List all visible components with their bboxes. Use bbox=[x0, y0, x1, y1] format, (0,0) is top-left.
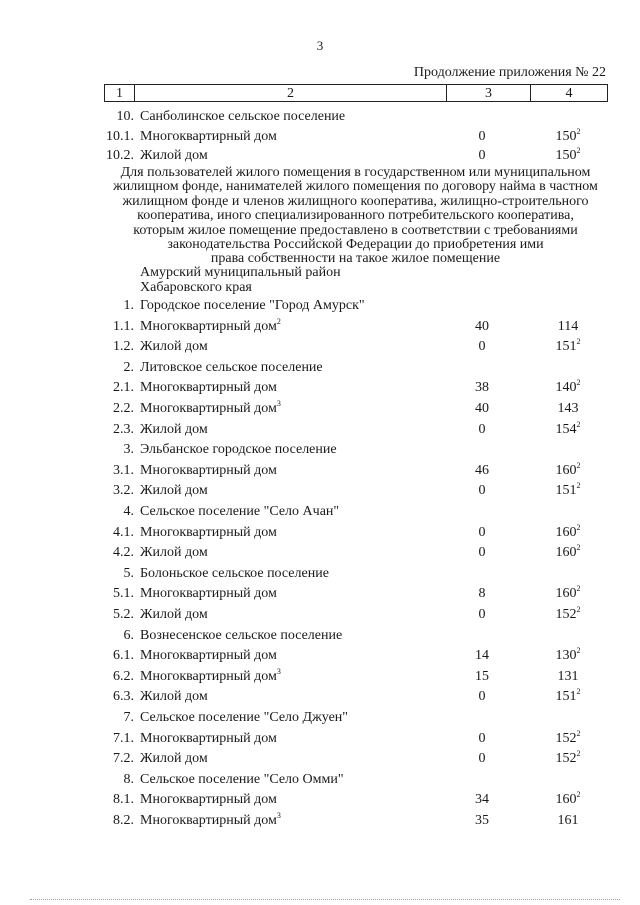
row-name: Жилой дом bbox=[140, 607, 208, 622]
row-value-col4: $151^2$ bbox=[555, 481, 581, 499]
row-value-col3: 0 bbox=[478, 607, 486, 622]
settlement-heading-row bbox=[0, 359, 640, 377]
row-name: Жилой дом bbox=[140, 483, 208, 499]
footnote-mark: 3 bbox=[276, 399, 281, 408]
row-value-col3: 8 bbox=[478, 586, 486, 602]
table-row bbox=[0, 585, 640, 603]
footnote-mark: 2 bbox=[576, 378, 581, 388]
row-number: 2.2. bbox=[113, 401, 134, 416]
row-value-col4: 161 bbox=[557, 813, 579, 828]
row-name: Вознесенское сельское поселение bbox=[140, 627, 343, 643]
footnote-mark: 2 bbox=[576, 126, 581, 136]
row-number: 3. bbox=[123, 442, 134, 458]
row-value-col4: $140^2$ bbox=[555, 378, 581, 396]
row-name: Литовское сельское поселение bbox=[140, 359, 323, 375]
row-number: 3.1. bbox=[113, 462, 134, 478]
paragraph-line: Для пользователей жилого помещения в государственном или муниципальном bbox=[120, 165, 591, 180]
row-name: Санболинское сельское поселение bbox=[140, 109, 346, 124]
row-number: 4.2. bbox=[113, 545, 134, 561]
row-name: Многоквартирный дом bbox=[140, 524, 277, 540]
row-value-col4: 114 bbox=[557, 318, 579, 334]
row-number: 3.2. bbox=[113, 483, 134, 499]
table-row bbox=[0, 400, 640, 418]
row-number: 7.1. bbox=[113, 730, 134, 746]
row-number: 8.1. bbox=[113, 792, 134, 808]
row-value-col4: $160^2$ bbox=[555, 543, 581, 561]
footnote-mark: 2 bbox=[576, 146, 581, 155]
row-name: Городское поселение "Город Амурск" bbox=[140, 298, 365, 313]
row-number: 4. bbox=[123, 504, 134, 519]
row-value-col4: $151^2$ bbox=[555, 687, 581, 705]
footnote-mark: 2 bbox=[576, 749, 581, 759]
header-col-3: 3 bbox=[447, 85, 531, 102]
row-number: 2.1. bbox=[113, 380, 134, 396]
table-row bbox=[0, 338, 640, 356]
header-col-4: 4 bbox=[531, 85, 608, 102]
row-name: Многоквартирный дом bbox=[140, 648, 277, 664]
row-number: 10. bbox=[116, 109, 134, 124]
row-number: 5.1. bbox=[113, 586, 134, 602]
row-value-col3: 34 bbox=[475, 792, 489, 808]
row-name: Многоквартирный дом bbox=[140, 730, 277, 746]
footnote-mark: 2 bbox=[576, 543, 581, 553]
bottom-scan-line bbox=[30, 899, 620, 900]
row-name: Многоквартирный дом bbox=[140, 380, 277, 396]
row-name: Многоквартирный дом bbox=[140, 586, 277, 602]
user-category-paragraph bbox=[104, 166, 607, 267]
region-heading bbox=[140, 266, 341, 295]
table-row bbox=[0, 128, 640, 146]
row-value-col3: 46 bbox=[475, 462, 489, 478]
row-value-col3: 0 bbox=[478, 751, 486, 767]
column-header-table bbox=[104, 84, 608, 102]
row-value-col4: $152^2$ bbox=[555, 605, 581, 622]
settlement-heading-row bbox=[0, 709, 640, 727]
table-row bbox=[0, 379, 640, 397]
paragraph-line: которым жилое помещение предоставлено в соответствии с требованиями bbox=[133, 222, 578, 238]
table-row bbox=[0, 812, 640, 830]
row-value-col4: $130^2$ bbox=[555, 646, 581, 664]
footnote-mark: 2 bbox=[576, 790, 581, 800]
row-value-col4: $152^2$ bbox=[555, 728, 581, 746]
table-row bbox=[0, 421, 640, 439]
table-row bbox=[0, 750, 640, 768]
row-name: Сельское поселение "Село Джуен" bbox=[140, 710, 349, 725]
row-number: 8. bbox=[123, 771, 134, 787]
row-value-col4: $152^2$ bbox=[555, 749, 581, 767]
row-value-col4: $151^2$ bbox=[555, 337, 581, 355]
row-name: Сельское поселение "Село Ачан" bbox=[140, 504, 340, 519]
table-row bbox=[0, 606, 640, 624]
row-value-col4: $160^2$ bbox=[555, 790, 581, 808]
row-value-col3: 0 bbox=[478, 421, 486, 437]
row-number: 1.1. bbox=[113, 318, 134, 334]
row-name: Жилой дом bbox=[140, 689, 208, 705]
table-row bbox=[0, 462, 640, 480]
table-row bbox=[0, 147, 640, 165]
footnote-mark: 2 bbox=[576, 584, 581, 594]
footnote-mark: 3 bbox=[276, 811, 281, 820]
header-col-1: 1 bbox=[105, 85, 135, 102]
row-number: 10.1. bbox=[106, 128, 134, 144]
table-row bbox=[0, 791, 640, 809]
row-name: Жилой дом bbox=[140, 421, 208, 437]
row-value-col3: 35 bbox=[475, 813, 489, 828]
row-number: 1.2. bbox=[113, 339, 134, 355]
row-value-col3: 40 bbox=[475, 318, 489, 334]
settlement-heading-row bbox=[0, 108, 640, 126]
row-value-col3: 14 bbox=[475, 648, 489, 664]
settlement-heading-row bbox=[0, 565, 640, 583]
row-number: 4.1. bbox=[113, 524, 134, 540]
row-value-col3: 38 bbox=[475, 380, 489, 396]
paragraph-line: законодательства Российской Федерации до приобретения ими bbox=[167, 237, 544, 253]
row-value-col3: 0 bbox=[478, 128, 486, 144]
row-value-col3: 0 bbox=[478, 545, 486, 561]
row-value-col4: 143 bbox=[557, 401, 579, 416]
row-value-col4: $150^2$ bbox=[555, 126, 581, 144]
footnote-mark: 2 bbox=[576, 460, 581, 470]
footnote-mark: 2 bbox=[576, 728, 581, 738]
row-number: 1. bbox=[123, 298, 134, 313]
row-number: 2.3. bbox=[113, 421, 134, 437]
row-name: Многоквартирный дом$^3$ bbox=[140, 666, 281, 684]
settlement-heading-row bbox=[0, 503, 640, 521]
footnote-mark: 2 bbox=[576, 646, 581, 656]
table-row bbox=[0, 647, 640, 665]
row-number: 7. bbox=[123, 710, 134, 725]
footnote-mark: 2 bbox=[576, 419, 581, 429]
footnote-mark: 2 bbox=[576, 687, 581, 697]
row-number: 5.2. bbox=[113, 607, 134, 622]
row-name: Болоньское сельское поселение bbox=[140, 565, 329, 581]
footnote-mark: 3 bbox=[276, 666, 281, 676]
row-number: 6.2. bbox=[113, 668, 134, 684]
region-line: Амурский муниципальный район bbox=[140, 265, 341, 280]
row-name: Жилой дом bbox=[140, 545, 208, 561]
table-row bbox=[0, 668, 640, 686]
page-number: 3 bbox=[316, 38, 324, 53]
row-value-col3: 0 bbox=[478, 148, 486, 163]
row-name: Жилой дом bbox=[140, 148, 208, 163]
settlement-heading-row bbox=[0, 441, 640, 459]
paragraph-line: права собственности на такое жилое помещение bbox=[210, 251, 501, 267]
table-row bbox=[0, 688, 640, 706]
row-number: 7.2. bbox=[113, 751, 134, 767]
footnote-mark: 2 bbox=[276, 316, 281, 326]
row-value-col3: 40 bbox=[475, 401, 489, 416]
paragraph-line: жилищном фонде, нанимателей жилого помещения по договору найма в частном bbox=[113, 179, 598, 195]
row-number: 6.3. bbox=[113, 689, 134, 705]
row-number: 8.2. bbox=[113, 813, 134, 828]
row-value-col3: 0 bbox=[478, 483, 486, 499]
footnote-mark: 2 bbox=[576, 605, 581, 614]
row-name: Многоквартирный дом bbox=[140, 462, 277, 478]
footnote-mark: 2 bbox=[576, 337, 581, 347]
row-value-col3: 0 bbox=[478, 730, 486, 746]
footnote-mark: 2 bbox=[576, 522, 581, 532]
row-value-col4: $160^2$ bbox=[555, 584, 581, 602]
paragraph-line: жилищном фонде и членов жилищного кооператива, жилищно-строительного bbox=[122, 193, 589, 209]
row-number: 6. bbox=[123, 627, 134, 643]
row-value-col3: 0 bbox=[478, 689, 486, 705]
region-line: Хабаровского края bbox=[140, 279, 252, 295]
row-name: Эльбанское городское поселение bbox=[140, 442, 337, 458]
settlement-heading-row bbox=[0, 627, 640, 645]
row-number: 2. bbox=[123, 359, 134, 375]
row-name: Жилой дом bbox=[140, 751, 208, 767]
row-value-col4: $150^2$ bbox=[555, 146, 581, 163]
row-name: Жилой дом bbox=[140, 339, 208, 355]
row-value-col3: 15 bbox=[475, 668, 489, 684]
settlement-heading-row bbox=[0, 297, 640, 315]
row-value-col4: 131 bbox=[557, 668, 579, 684]
header-col-2: 2 bbox=[135, 85, 447, 102]
row-name: Многоквартирный дом bbox=[140, 128, 277, 144]
row-number: 10.2. bbox=[106, 148, 134, 163]
row-name: Сельское поселение "Село Омми" bbox=[140, 771, 344, 787]
row-name: Многоквартирный дом bbox=[140, 792, 277, 808]
settlement-heading-row bbox=[0, 771, 640, 789]
table-row bbox=[0, 544, 640, 562]
table-row bbox=[0, 482, 640, 500]
table-row bbox=[0, 318, 640, 336]
row-name: Многоквартирный дом$^3$ bbox=[140, 399, 281, 416]
row-value-col4: $154^2$ bbox=[555, 419, 581, 437]
row-value-col4: $160^2$ bbox=[555, 522, 581, 540]
row-value-col3: 0 bbox=[478, 339, 486, 355]
table-row bbox=[0, 524, 640, 542]
row-number: 5. bbox=[123, 565, 134, 581]
continuation-label: Продолжение приложения № 22 bbox=[413, 65, 606, 80]
row-value-col4: $160^2$ bbox=[555, 460, 581, 478]
table-row bbox=[0, 730, 640, 748]
row-value-col3: 0 bbox=[478, 524, 486, 540]
footnote-mark: 2 bbox=[576, 481, 581, 491]
row-name: Многоквартирный дом$^3$ bbox=[140, 811, 281, 828]
row-name: Многоквартирный дом$^2$ bbox=[140, 316, 281, 334]
paragraph-line: кооператива, иного специализированного потребительского кооператива, bbox=[137, 208, 574, 224]
row-number: 6.1. bbox=[113, 648, 134, 664]
